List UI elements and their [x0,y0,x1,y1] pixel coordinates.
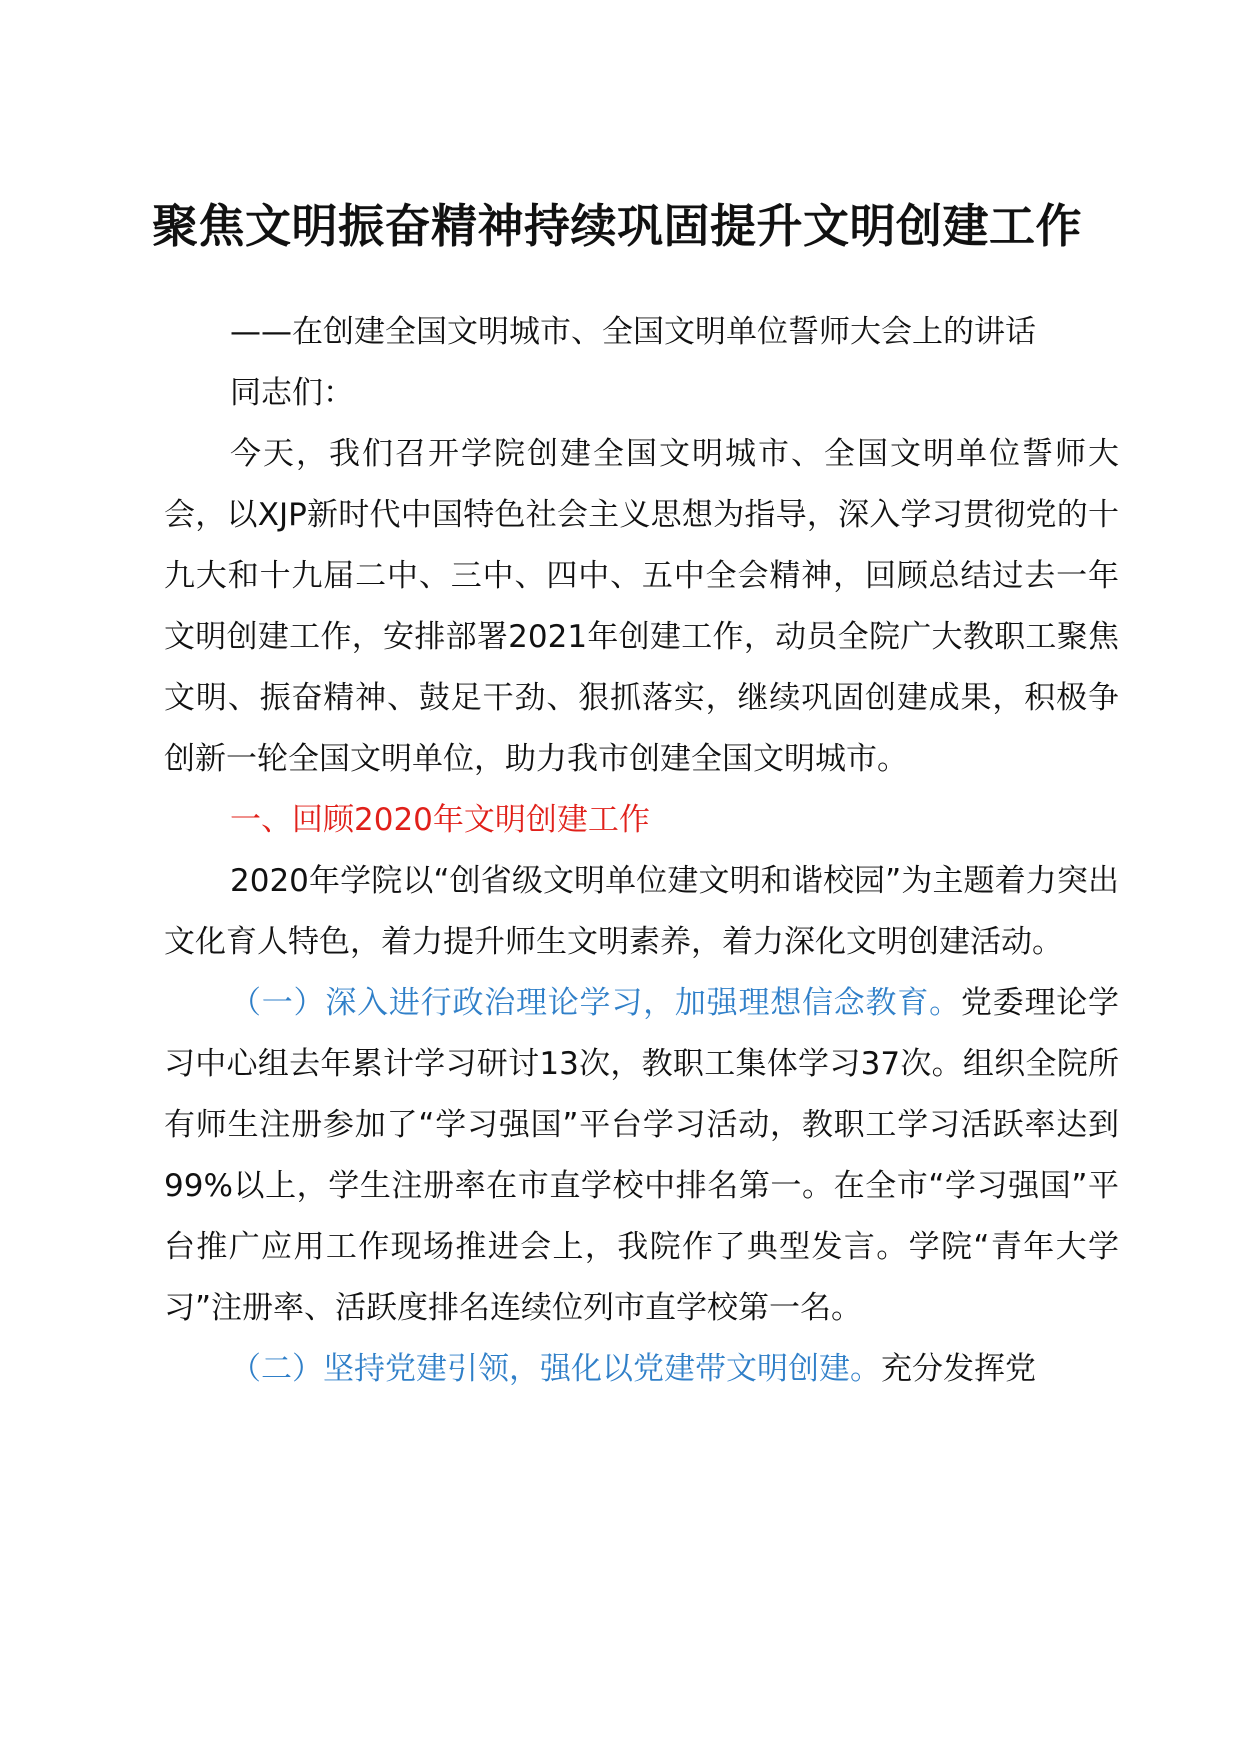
subsection-2-paragraph [164,1339,1119,1400]
subsection-heading-2: （二）坚持党建引领，强化以党建带文明创建。 [230,1351,881,1387]
document-body [164,302,1119,1400]
document-title: 聚焦文明振奋精神持续巩固提升文明创建工作 [152,199,1082,253]
section-1-paragraph: 2020年学院以“创省级文明单位建文明和谐校园”为主题着力突出文化育人特色，着力提升师生文明素养，着力深化文明创建活动。 [164,863,1119,960]
intro-paragraph: 今天，我们召开学院创建全国文明城市、全国文明单位誓师大会，以XJP新时代中国特色社会主义思想为指导，深入学习贯彻党的十九大和十九届二中、三中、四中、五中全会精神，回顾总结过去一年文明创建工作，安排部署2021年创建工作，动员全院广大教职工聚焦文明、振奋精神、鼓足干劲、狠抓落实，继续巩固创建成果，积极争创新一轮全国文明单位，助力我市创建全国文明城市。 [164,436,1119,777]
subsection-2-text: 充分发挥党 [881,1351,1036,1387]
subsection-1-text: 党委理论学习中心组去年累计学习研讨13次，教职工集体学习37次。组织全院所有师生注册参加了“学习强国”平台学习活动，教职工学习活跃率达到99%以上，学生注册率在市直学校中排名第一。在全市“学习强国”平台推广应用工作现场推进会上，我院作了典型发言。学院“青年大学习”注册率、活跃度排名连续位列市直学校第一名。 [164,985,1120,1326]
salutation: 同志们： [230,375,354,411]
section-heading-1: 一、回顾2020年文明创建工作 [230,802,650,838]
speech-subtitle: ——在创建全国文明城市、全国文明单位誓师大会上的讲话 [230,314,1036,350]
subsection-heading-1: （一）深入进行政治理论学习，加强理想信念教育。 [230,985,961,1021]
subsection-1-paragraph [164,973,1119,1339]
